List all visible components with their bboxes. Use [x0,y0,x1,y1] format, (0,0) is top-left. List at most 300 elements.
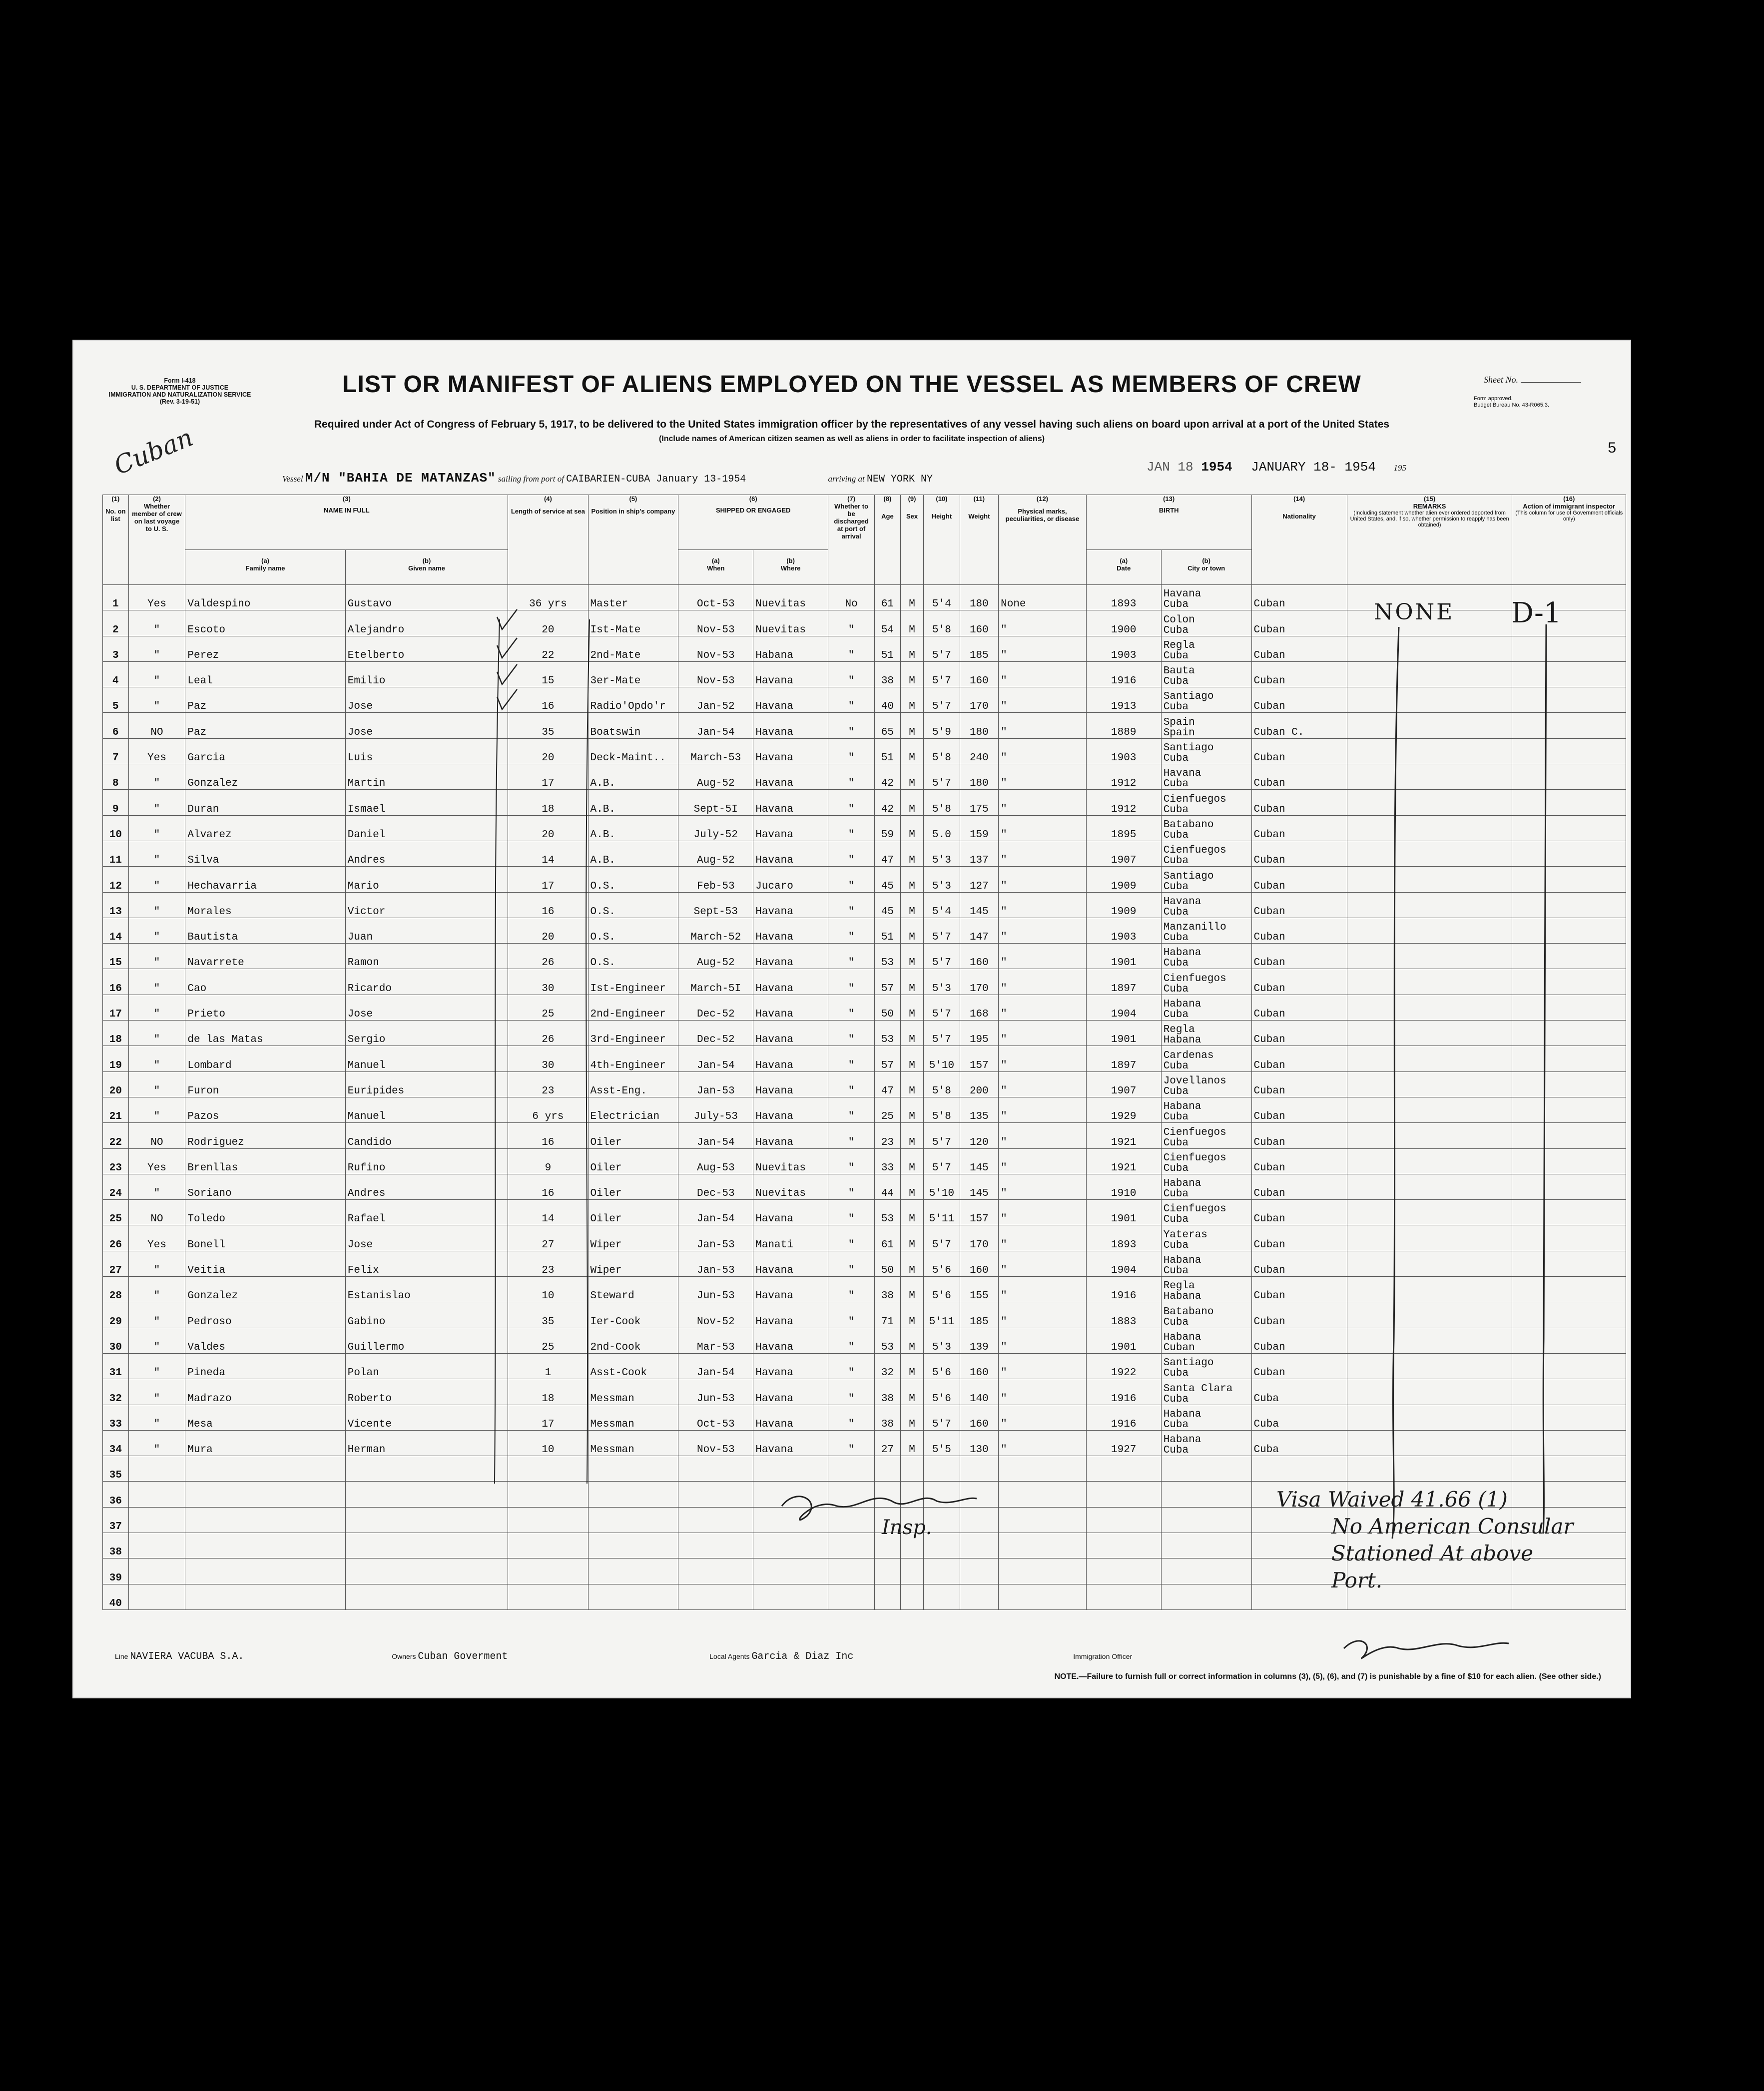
cell-given-name: Roberto [345,1379,508,1405]
cell-height: 5'8 [924,610,960,636]
cell-physical-marks: None [999,585,1087,610]
cell-birth-year: 1912 [1086,790,1161,815]
cell-nationality: Cuban [1251,585,1347,610]
cell-shipped-when: Sept-53 [678,892,753,918]
table-row [103,1225,1626,1251]
cell-weight: 185 [960,1302,999,1328]
cell-position: Asst-Cook [588,1353,678,1379]
cell-birth-city: Cienfuegos Cuba [1161,1200,1251,1225]
cell-discharged: " [828,1430,875,1456]
cell-remarks [1347,1021,1512,1046]
col-height: (10) Height [924,495,960,585]
cell-physical-marks: " [999,892,1087,918]
cell-discharged: " [828,1097,875,1122]
cell-discharged: " [828,969,875,995]
cell-position: A.B. [588,841,678,866]
cell-shipped-where: Havana [753,1097,828,1122]
cell-discharged [828,1482,875,1507]
cell-position: O.S. [588,892,678,918]
cell-shipped-when: Aug-52 [678,944,753,969]
cell-inspector-action [1512,1123,1626,1148]
cell-given-name: Emilio [345,661,508,687]
cell-remarks [1347,892,1512,918]
cell-age: 51 [875,738,901,764]
cell-birth-year: 1901 [1086,1200,1161,1225]
cell-physical-marks: " [999,841,1087,866]
cell-nationality: Cuba [1251,1379,1347,1405]
cell-nationality: Cuban [1251,1302,1347,1328]
cell-family-name [185,1533,345,1558]
cell-discharged: " [828,1277,875,1302]
cell-length-of-service: 35 [508,1302,588,1328]
cell-height: 5'9 [924,713,960,738]
cell-nationality: Cuban [1251,764,1347,790]
cell-shipped-when: Nov-52 [678,1302,753,1328]
cell-remarks [1347,1097,1512,1122]
cell-weight: 185 [960,636,999,661]
cell-height: 5'8 [924,790,960,815]
col-birth: (13) BIRTH [1086,495,1251,550]
cell-remarks [1347,815,1512,841]
cell-weight: 145 [960,892,999,918]
table-row [103,790,1626,815]
form-number: Form I-418 [164,377,196,384]
visa-waived-note: Visa Waived 41.66 (1) No American Consular Stationed At above Port. [1276,1487,1574,1592]
cell-discharged: " [828,687,875,713]
cell-row-number: 38 [103,1533,129,1558]
cell-shipped-when: Nov-53 [678,1430,753,1456]
cell-inspector-action [1512,1277,1626,1302]
cell-shipped-when: Aug-52 [678,841,753,866]
cell-shipped-where: Havana [753,1071,828,1097]
cell-previous-voyage: " [128,687,185,713]
cell-previous-voyage: " [128,1251,185,1276]
cell-discharged [828,1507,875,1533]
table-row [103,1379,1626,1405]
cell-sex: M [900,1021,924,1046]
cell-birth-year: 1913 [1086,687,1161,713]
cell-birth-city: Habana Cuba [1161,1430,1251,1456]
cell-previous-voyage [128,1507,185,1533]
cell-shipped-when: Aug-52 [678,764,753,790]
cell-position: O.S. [588,944,678,969]
cell-birth-city: Habana Cuba [1161,1174,1251,1199]
cell-length-of-service: 25 [508,995,588,1020]
cell-inspector-action [1512,764,1626,790]
cell-previous-voyage [128,1456,185,1482]
cell-shipped-where: Nuevitas [753,1174,828,1199]
cell-discharged: " [828,815,875,841]
cell-previous-voyage: " [128,1405,185,1430]
cell-height: 5'7 [924,918,960,943]
cell-height [924,1559,960,1584]
cell-sex: M [900,661,924,687]
cell-row-number: 13 [103,892,129,918]
table-row [103,1021,1626,1046]
cell-family-name: Leal [185,661,345,687]
cell-shipped-where: Nuevitas [753,610,828,636]
cell-nationality: Cuban [1251,841,1347,866]
cell-shipped-when: Aug-53 [678,1148,753,1174]
cell-family-name: Madrazo [185,1379,345,1405]
cell-height: 5'7 [924,1148,960,1174]
cell-row-number: 22 [103,1123,129,1148]
cell-weight: 160 [960,944,999,969]
cell-given-name: Sergio [345,1021,508,1046]
cell-shipped-when [678,1507,753,1533]
cell-shipped-where: Nuevitas [753,585,828,610]
cell-row-number: 37 [103,1507,129,1533]
cell-nationality: Cuban [1251,1200,1347,1225]
cell-sex: M [900,867,924,892]
cell-length-of-service: 16 [508,687,588,713]
cell-nationality: Cuban [1251,1353,1347,1379]
cell-row-number: 40 [103,1584,129,1609]
cell-family-name: Silva [185,841,345,866]
cell-sex: M [900,1071,924,1097]
table-row [103,1405,1626,1430]
col-discharged: (7) Whether to be discharged at port of arrival [828,495,875,585]
cell-shipped-where: Havana [753,892,828,918]
cell-given-name: Jose [345,713,508,738]
cell-inspector-action [1512,1405,1626,1430]
cell-height: 5'7 [924,944,960,969]
cell-length-of-service: 6 yrs [508,1097,588,1122]
cell-given-name: Jose [345,687,508,713]
cell-sex: M [900,1430,924,1456]
cell-birth-year [1086,1507,1161,1533]
cell-age: 50 [875,995,901,1020]
cell-given-name: Rafael [345,1200,508,1225]
cell-weight: 135 [960,1097,999,1122]
cell-physical-marks: " [999,815,1087,841]
cell-shipped-when: July-52 [678,815,753,841]
cell-birth-city: Habana Cuban [1161,1328,1251,1353]
cell-nationality: Cuban [1251,1123,1347,1148]
cell-length-of-service [508,1584,588,1609]
cell-remarks [1347,1456,1512,1482]
cell-physical-marks: " [999,1302,1087,1328]
crew-table [102,495,1626,1610]
cell-discharged: " [828,892,875,918]
cell-birth-city [1161,1533,1251,1558]
cell-age: 51 [875,918,901,943]
cell-length-of-service: 23 [508,1251,588,1276]
cell-row-number: 30 [103,1328,129,1353]
cell-sex: M [900,1225,924,1251]
document-subtitle-note: (Include names of American citizen seamen as well as aliens in order to facilitate inspection of aliens) [658,435,1045,443]
cell-remarks [1347,636,1512,661]
table-row [103,815,1626,841]
arrival-date-stamp: JAN 18 1954 JANUARY 18- 1954 195 [1147,460,1407,475]
cell-age [875,1456,901,1482]
cell-discharged: " [828,1021,875,1046]
cell-family-name: Navarrete [185,944,345,969]
cell-discharged [828,1456,875,1482]
sheet-number-label: Sheet No. [1484,375,1604,385]
cell-birth-city: Regla Habana [1161,1021,1251,1046]
cell-physical-marks: " [999,1379,1087,1405]
cell-birth-city: Cienfuegos Cuba [1161,1148,1251,1174]
cell-weight: 157 [960,1200,999,1225]
cell-family-name: Soriano [185,1174,345,1199]
cell-weight: 180 [960,585,999,610]
cell-inspector-action [1512,1148,1626,1174]
cell-birth-city: Habana Cuba [1161,995,1251,1020]
cell-position: Steward [588,1277,678,1302]
cell-given-name: Gabino [345,1302,508,1328]
cell-length-of-service: 10 [508,1430,588,1456]
cell-given-name: Andres [345,841,508,866]
cell-physical-marks: " [999,1174,1087,1199]
cell-remarks [1347,1225,1512,1251]
cell-length-of-service: 27 [508,1225,588,1251]
cell-inspector-action [1512,713,1626,738]
cell-physical-marks: " [999,1405,1087,1430]
cell-birth-city [1161,1584,1251,1609]
cell-previous-voyage: " [128,1302,185,1328]
table-row [103,1302,1626,1328]
cell-row-number: 8 [103,764,129,790]
cell-previous-voyage: " [128,1174,185,1199]
cell-shipped-where: Havana [753,1353,828,1379]
cell-nationality: Cuban [1251,1097,1347,1122]
table-row [103,1071,1626,1097]
cell-age: 25 [875,1097,901,1122]
cell-length-of-service: 30 [508,969,588,995]
cell-shipped-where: Havana [753,1046,828,1071]
cell-physical-marks: " [999,1353,1087,1379]
cell-shipped-when: Jun-53 [678,1277,753,1302]
cell-inspector-action [1512,1379,1626,1405]
cell-row-number: 1 [103,585,129,610]
cell-shipped-when: Jan-53 [678,1225,753,1251]
cell-physical-marks: " [999,738,1087,764]
cell-length-of-service: 30 [508,1046,588,1071]
col-nationality: (14) Nationality [1251,495,1347,585]
cell-height: 5'3 [924,1328,960,1353]
cell-sex: M [900,918,924,943]
cell-row-number: 33 [103,1405,129,1430]
table-row [103,764,1626,790]
table-row [103,661,1626,687]
cell-given-name: Manuel [345,1097,508,1122]
cell-remarks [1347,918,1512,943]
cell-discharged: " [828,790,875,815]
cell-nationality: Cuban [1251,636,1347,661]
cell-height [924,1584,960,1609]
cell-weight [960,1559,999,1584]
cell-remarks [1347,969,1512,995]
cell-family-name: Mesa [185,1405,345,1430]
cell-previous-voyage: Yes [128,1225,185,1251]
manifest-footer: Line NAVIERA VACUBA S.A. Owners Cuban Goverment Local Agents Garcia & Diaz Inc Immigration Officer [115,1651,1133,1662]
cell-row-number: 28 [103,1277,129,1302]
cell-shipped-when: Jan-53 [678,1071,753,1097]
cell-physical-marks: " [999,610,1087,636]
cell-family-name [185,1456,345,1482]
cell-shipped-where: Manati [753,1225,828,1251]
cell-previous-voyage: " [128,944,185,969]
cell-age [875,1584,901,1609]
cell-sex: M [900,1046,924,1071]
inspector-initials: Insp. [882,1516,932,1539]
cell-inspector-action [1512,867,1626,892]
cell-weight: 240 [960,738,999,764]
cell-shipped-where: Habana [753,636,828,661]
cell-birth-city: Batabano Cuba [1161,1302,1251,1328]
cell-physical-marks: " [999,1046,1087,1071]
page-number: 5 [1608,440,1616,456]
cell-discharged: " [828,1302,875,1328]
cell-birth-city: Colon Cuba [1161,610,1251,636]
cell-row-number: 39 [103,1559,129,1584]
cell-discharged: " [828,841,875,866]
cell-remarks [1347,995,1512,1020]
cell-sex [900,1584,924,1609]
cell-length-of-service [508,1507,588,1533]
cell-row-number: 35 [103,1456,129,1482]
cell-nationality: Cuba [1251,1405,1347,1430]
cell-previous-voyage: NO [128,1123,185,1148]
cell-family-name: Pedroso [185,1302,345,1328]
col-weight: (11) Weight [960,495,999,585]
cell-row-number: 26 [103,1225,129,1251]
cell-previous-voyage: NO [128,1200,185,1225]
cell-shipped-when: March-53 [678,738,753,764]
cell-family-name: Alvarez [185,815,345,841]
cell-age: 47 [875,841,901,866]
cell-position: A.B. [588,815,678,841]
cell-shipped-where: Havana [753,713,828,738]
cell-physical-marks: " [999,661,1087,687]
cell-age: 38 [875,1405,901,1430]
cell-shipped-where: Havana [753,815,828,841]
table-row [103,1200,1626,1225]
cell-inspector-action [1512,841,1626,866]
cell-discharged: " [828,1353,875,1379]
cell-discharged: " [828,1225,875,1251]
cell-shipped-when: Dec-52 [678,1021,753,1046]
cell-physical-marks: " [999,867,1087,892]
cell-family-name: Gonzalez [185,1277,345,1302]
cell-sex: M [900,841,924,866]
cell-shipped-where: Havana [753,1379,828,1405]
cell-birth-year: 1901 [1086,1328,1161,1353]
cell-height: 5'6 [924,1379,960,1405]
cell-discharged: " [828,867,875,892]
cell-position: 4th-Engineer [588,1046,678,1071]
col-shipped-when: (a) When [678,550,753,585]
cell-sex: M [900,1097,924,1122]
cell-birth-city: Jovellanos Cuba [1161,1071,1251,1097]
cell-given-name: Gustavo [345,585,508,610]
cell-given-name: Felix [345,1251,508,1276]
cell-inspector-action [1512,790,1626,815]
cell-row-number: 25 [103,1200,129,1225]
cell-discharged: " [828,713,875,738]
cell-height: 5'7 [924,636,960,661]
cell-birth-year: 1907 [1086,841,1161,866]
cell-previous-voyage: " [128,1071,185,1097]
cell-previous-voyage: " [128,867,185,892]
cell-previous-voyage: " [128,995,185,1020]
cell-row-number: 29 [103,1302,129,1328]
cell-family-name: de las Matas [185,1021,345,1046]
cell-height: 5'7 [924,995,960,1020]
cell-given-name [345,1507,508,1533]
cell-birth-year: 1893 [1086,1225,1161,1251]
col-sex: (9) Sex [900,495,924,585]
cell-row-number: 6 [103,713,129,738]
cell-physical-marks [999,1456,1087,1482]
cell-previous-voyage: " [128,610,185,636]
cell-sex: M [900,1302,924,1328]
manifest-sheet [72,340,1631,1698]
cell-birth-year: 1903 [1086,918,1161,943]
table-row [103,1328,1626,1353]
cell-family-name: Prieto [185,995,345,1020]
cell-birth-year [1086,1584,1161,1609]
cell-length-of-service: 35 [508,713,588,738]
cell-discharged [828,1533,875,1558]
cell-height: 5'8 [924,738,960,764]
cell-age: 59 [875,815,901,841]
cell-physical-marks: " [999,1225,1087,1251]
col-position: (5) Position in ship's company [588,495,678,585]
cell-previous-voyage: " [128,815,185,841]
cell-family-name: Hechavarria [185,867,345,892]
cell-length-of-service [508,1533,588,1558]
cell-birth-year: 1897 [1086,969,1161,995]
cell-weight: 175 [960,790,999,815]
cell-remarks [1347,1123,1512,1148]
cell-remarks [1347,1251,1512,1276]
table-row [103,841,1626,866]
cell-remarks [1347,790,1512,815]
cell-shipped-where: Havana [753,1302,828,1328]
cell-nationality: Cuban C. [1251,713,1347,738]
cell-row-number: 18 [103,1021,129,1046]
cell-discharged: " [828,1071,875,1097]
cell-row-number: 10 [103,815,129,841]
cell-shipped-when: Dec-53 [678,1174,753,1199]
cell-shipped-where: Havana [753,918,828,943]
cell-age [875,1482,901,1507]
cell-age: 61 [875,1225,901,1251]
cell-row-number: 34 [103,1430,129,1456]
cell-family-name [185,1584,345,1609]
handwritten-nationality: Cuban [110,423,197,481]
cell-family-name: Bonell [185,1225,345,1251]
cell-birth-city: Cienfuegos Cuba [1161,969,1251,995]
cell-row-number: 9 [103,790,129,815]
cell-sex: M [900,1200,924,1225]
cell-discharged: " [828,1379,875,1405]
cell-age: 45 [875,867,901,892]
cell-given-name: Martin [345,764,508,790]
cell-sex: M [900,738,924,764]
cell-remarks [1347,1379,1512,1405]
cell-age: 42 [875,764,901,790]
cell-position: O.S. [588,867,678,892]
cell-given-name: Candido [345,1123,508,1148]
cell-previous-voyage: Yes [128,585,185,610]
cell-previous-voyage: " [128,1379,185,1405]
cell-length-of-service: 17 [508,764,588,790]
cell-age [875,1559,901,1584]
cell-nationality: Cuban [1251,944,1347,969]
